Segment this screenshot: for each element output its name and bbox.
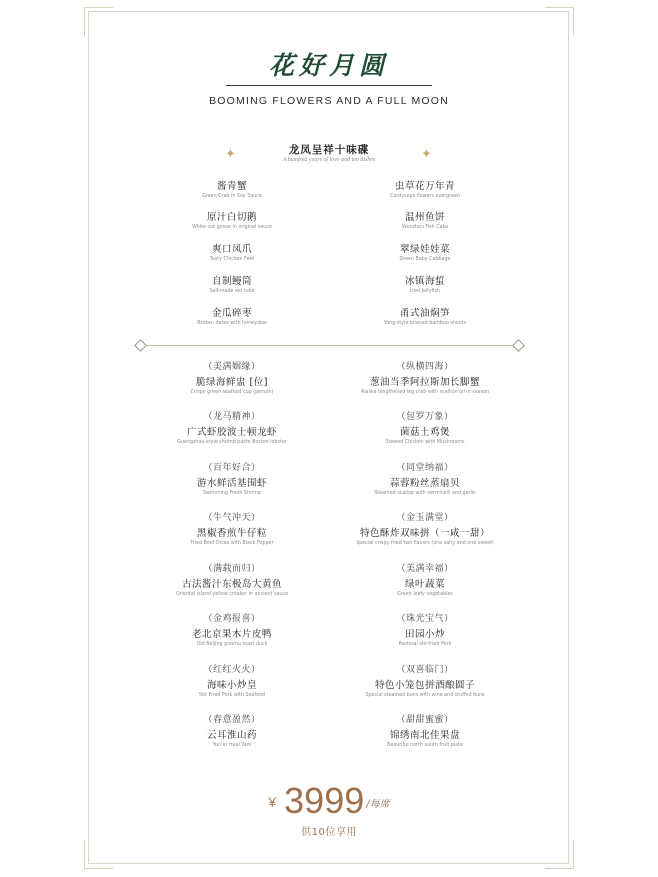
price-block bbox=[0, 781, 658, 821]
dish-name-cn: 老北京果木片皮鸭 bbox=[191, 629, 272, 640]
dish-name-en: Old Beijing guomu roast duck bbox=[196, 642, 268, 647]
dish-name-en: Alaska lengthened leg crab with scallion oil in season bbox=[360, 390, 490, 395]
course-blessing: （包罗万象） bbox=[396, 412, 454, 422]
dish-name-en: Beautiful north south fruit plate bbox=[387, 743, 463, 748]
dish-name-cn: 锦绣南北佳果盘 bbox=[389, 730, 460, 741]
course-blessing: （春意盈然） bbox=[203, 715, 261, 725]
cold-dish-left-3 bbox=[132, 243, 332, 263]
course-blessing: （双喜临门） bbox=[396, 665, 454, 675]
price-amount: 3999 bbox=[284, 780, 365, 821]
section-divider bbox=[140, 345, 520, 346]
frame-corner-top-right bbox=[545, 7, 574, 36]
course-left-6 bbox=[132, 613, 332, 648]
dish-name-cn: 冰镇海蜇 bbox=[404, 276, 445, 287]
course-right-3 bbox=[325, 462, 525, 497]
dish-name-en: Pastoral stir-fried Pork bbox=[398, 642, 452, 647]
dish-name-en: Green Baby Cabbage bbox=[399, 257, 451, 262]
cold-dish-left-1 bbox=[132, 180, 332, 200]
dish-name-cn: 脆绿海鲜盅 [位] bbox=[196, 377, 268, 388]
dish-name-cn: 自制鳗筒 bbox=[211, 276, 252, 287]
dish-name-en: Fried Beef Dices with Black Pepper bbox=[190, 541, 274, 546]
dish-name-en: Green leafy vegetables bbox=[397, 592, 453, 597]
cold-dish-right-4 bbox=[325, 275, 525, 295]
dish-name-en: Special steamed buns with wine and stuffed buns bbox=[365, 693, 485, 698]
sparkle-left-icon: ✦ bbox=[225, 147, 236, 162]
dish-name-en: Iced Jellyfish bbox=[409, 289, 440, 294]
dish-name-cn: 菌菇土鸡煲 bbox=[399, 427, 450, 438]
course-blessing: （美满幸福） bbox=[396, 564, 454, 574]
cold-dishes-title-cn: 龙凤呈祥十味碟 bbox=[288, 144, 370, 156]
dish-name-en: Broken dates with honeydew bbox=[197, 321, 267, 326]
cold-dish-right-2 bbox=[325, 211, 525, 231]
dish-name-cn: 海味小炒皇 bbox=[206, 680, 257, 691]
dish-name-cn: 特色小笼包拼酒酿圆子 bbox=[374, 680, 475, 691]
dish-name-en: Special crispy fried two flavors (one salty and one sweet) bbox=[356, 541, 494, 546]
dish-name-en: Self-made eel tube bbox=[209, 289, 255, 294]
course-right-4 bbox=[325, 512, 525, 547]
course-right-2 bbox=[325, 411, 525, 446]
dish-name-en: Yong-style braised bamboo shoots bbox=[383, 321, 467, 326]
dish-name-cn: 葱油当季阿拉斯加长脚蟹 bbox=[369, 377, 480, 388]
course-left-4 bbox=[132, 512, 332, 547]
course-blessing: （满载而归） bbox=[203, 564, 261, 574]
dish-name-en: Crispy green seafood cup (person) bbox=[190, 390, 274, 395]
cold-dish-right-3 bbox=[325, 243, 525, 263]
dish-name-en: Swimming Fresh Shrimp bbox=[203, 491, 261, 496]
menu-title-en: BOOMING FLOWERS AND A FULL MOON bbox=[209, 95, 449, 107]
course-blessing: （甜甜蜜蜜） bbox=[396, 715, 454, 725]
course-left-3 bbox=[132, 462, 332, 497]
course-blessing: （同堂纳福） bbox=[396, 463, 454, 473]
dish-name-en: Stir Fried Pork with Seafood bbox=[198, 693, 266, 698]
dish-name-cn: 翠绿娃娃菜 bbox=[399, 244, 450, 255]
dish-name-en: Cordyceps flowers evergreen bbox=[389, 194, 461, 199]
frame-corner-bottom-left bbox=[84, 840, 113, 869]
serves-count: 供10位享用 bbox=[301, 827, 357, 838]
course-left-2 bbox=[132, 411, 332, 446]
dish-name-cn: 游水鲜活基围虾 bbox=[196, 478, 267, 489]
dish-name-cn: 广式虾胶波士顿龙虾 bbox=[186, 427, 277, 438]
course-blessing: （珠光宝气） bbox=[396, 614, 454, 624]
course-blessing: （纵横四海） bbox=[396, 362, 454, 372]
currency-symbol: ¥ bbox=[268, 794, 277, 810]
frame-corner-bottom-right bbox=[545, 840, 574, 869]
dish-name-cn: 黑椒香煎牛仔粒 bbox=[196, 528, 267, 539]
course-left-7 bbox=[132, 664, 332, 699]
price-unit: /每席 bbox=[366, 799, 390, 810]
title-underline bbox=[226, 85, 432, 86]
course-right-5 bbox=[325, 563, 525, 598]
dish-name-cn: 蒜蓉粉丝蒸扇贝 bbox=[389, 478, 460, 489]
dish-name-en: Green Crab in Soy Sauce bbox=[202, 194, 262, 199]
course-blessing: （金玉满堂） bbox=[396, 513, 454, 523]
dish-name-cn: 虫草花万年青 bbox=[394, 181, 455, 192]
cold-dish-left-5 bbox=[132, 307, 332, 327]
dish-name-en: Steamed scallop with vermicelli and garlic bbox=[374, 491, 476, 496]
cold-dishes-title-en: A hundred years of love and ten dishes bbox=[282, 157, 376, 163]
dish-name-en: Oriental island yellow croaker in ancient sauce bbox=[175, 592, 289, 597]
course-left-5 bbox=[132, 563, 332, 598]
course-blessing: （美满姻缘） bbox=[203, 362, 261, 372]
course-blessing: （龙马精神） bbox=[203, 412, 261, 422]
course-blessing: （金鸡报喜） bbox=[203, 614, 261, 624]
course-right-7 bbox=[325, 664, 525, 699]
course-blessing: （红红火火） bbox=[203, 665, 261, 675]
dish-name-cn: 特色酥炸双味拼（一咸一甜） bbox=[359, 528, 490, 539]
dish-name-en: Tasty Chicken Feet bbox=[209, 257, 255, 262]
dish-name-cn: 爽口凤爪 bbox=[211, 244, 252, 255]
sparkle-right-icon: ✦ bbox=[421, 147, 432, 162]
dish-name-cn: 温州鱼饼 bbox=[404, 212, 445, 223]
dish-name-cn: 酱青蟹 bbox=[216, 181, 247, 192]
course-right-6 bbox=[325, 613, 525, 648]
cold-dish-right-1 bbox=[325, 180, 525, 200]
dish-name-cn: 甬式油焖笋 bbox=[399, 308, 450, 319]
menu-title-cn: 花好月圆 bbox=[268, 51, 389, 80]
dish-name-cn: 原汁白切鹅 bbox=[206, 212, 257, 223]
dish-name-en: Guangzhou-style shrimp paste Boston lobster bbox=[177, 440, 287, 445]
dish-name-en: Wenzhou Fish Cake bbox=[401, 225, 449, 230]
course-blessing: （牛气冲天） bbox=[203, 513, 261, 523]
course-left-1 bbox=[132, 361, 332, 396]
dish-name-en: Yun'er Huai Yam bbox=[212, 743, 252, 748]
cold-dish-right-5 bbox=[325, 307, 525, 327]
dish-name-en: White cut goose in original sauce bbox=[192, 225, 272, 230]
dish-name-cn: 绿叶蔬菜 bbox=[404, 579, 445, 590]
course-right-8 bbox=[325, 714, 525, 749]
course-right-1 bbox=[325, 361, 525, 396]
dish-name-cn: 田园小炒 bbox=[404, 629, 445, 640]
dish-name-en: Stewed Chicken with Mushrooms bbox=[385, 440, 465, 445]
course-left-8 bbox=[132, 714, 332, 749]
dish-name-cn: 云耳淮山药 bbox=[206, 730, 257, 741]
course-blessing: （百年好合） bbox=[203, 463, 261, 473]
cold-dish-left-2 bbox=[132, 211, 332, 231]
cold-dish-left-4 bbox=[132, 275, 332, 295]
dish-name-cn: 金瓜碎枣 bbox=[211, 308, 252, 319]
frame-corner-top-left bbox=[84, 7, 113, 36]
dish-name-cn: 古法酱汁东极岛大黄鱼 bbox=[181, 579, 282, 590]
